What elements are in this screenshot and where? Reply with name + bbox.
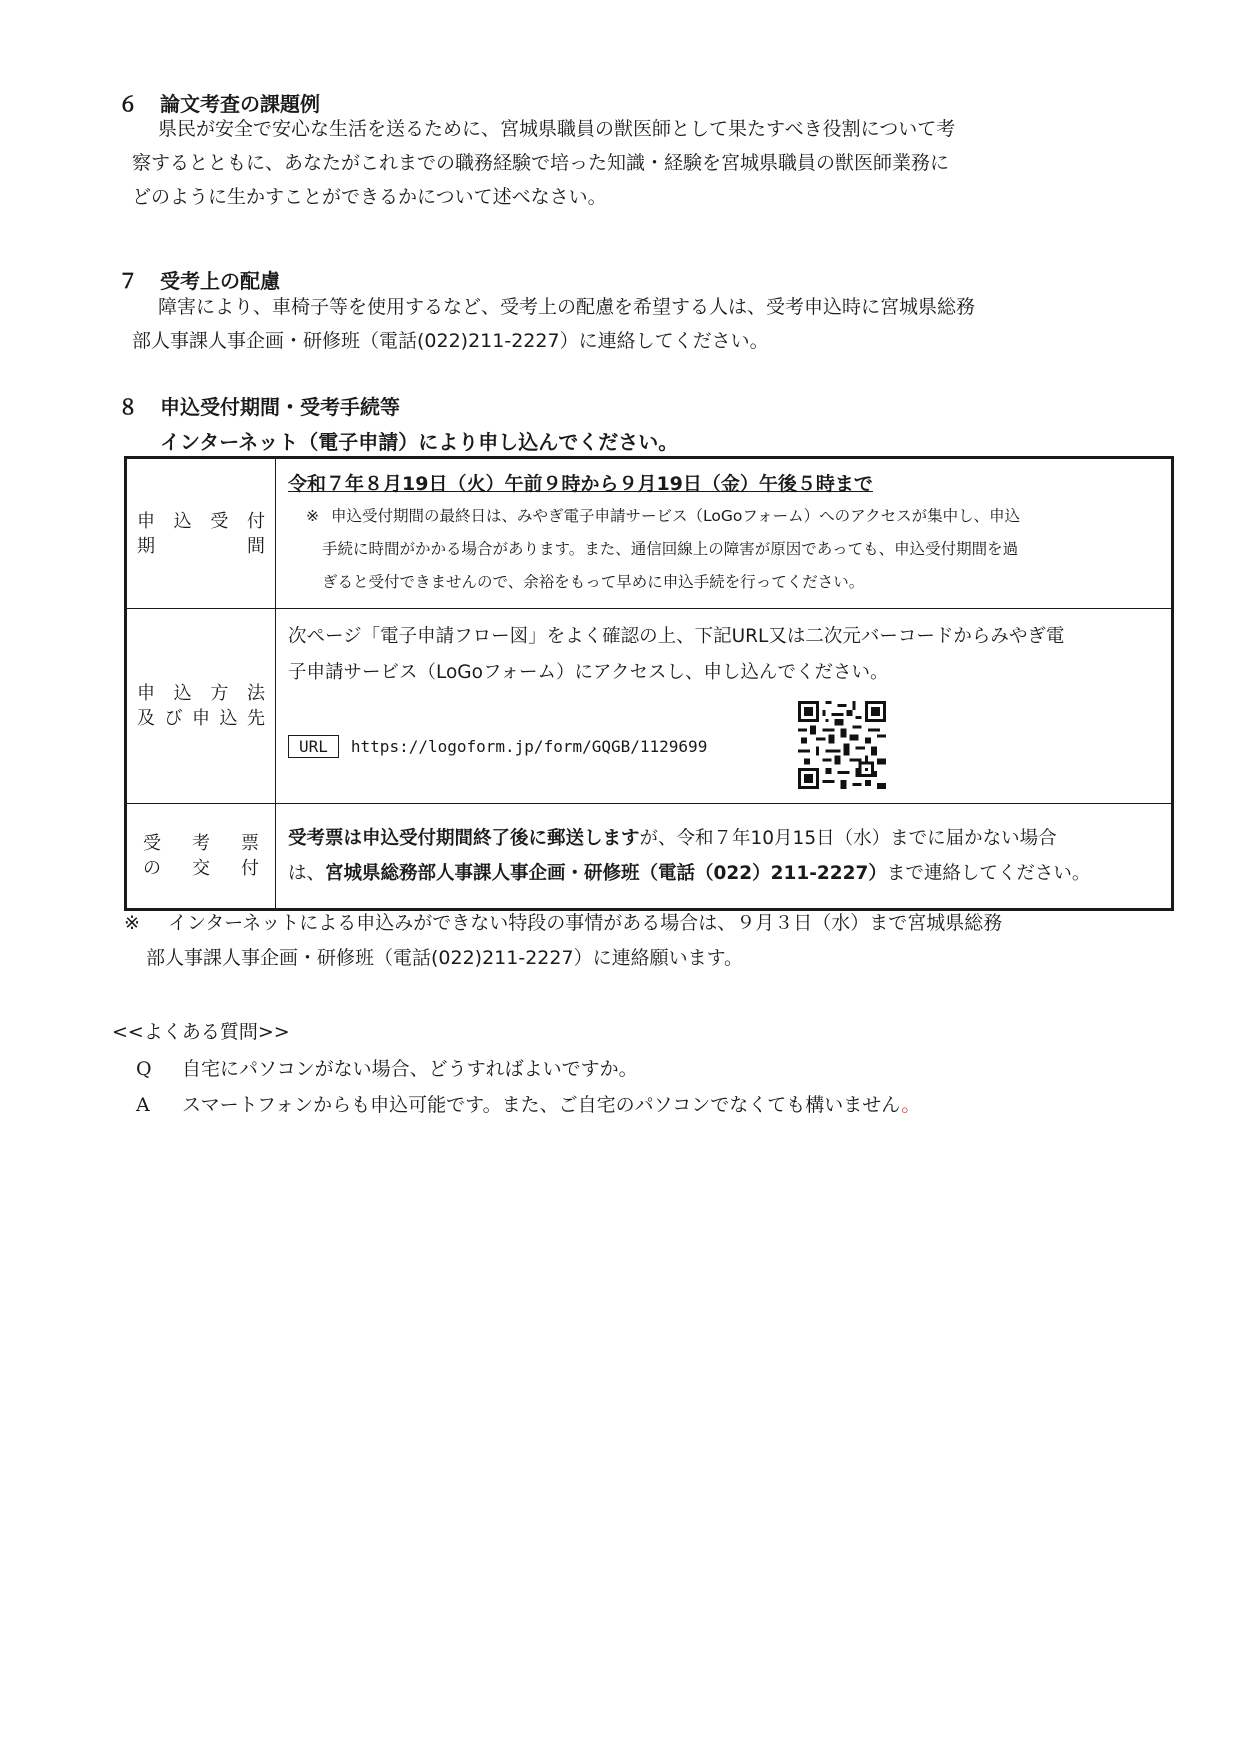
label-line <box>137 706 265 731</box>
label-line <box>137 856 265 881</box>
label-char: 考 <box>192 833 210 854</box>
faq-answer <box>136 1090 920 1117</box>
label-char: 間 <box>247 535 265 557</box>
ticket-contact-bold: 宮城県総務部人事課人事企画・研修班（電話（022）211-2227） <box>325 863 887 884</box>
section-6-line: 県民が安全で安心な生活を送るために、宮城県職員の獣医師として果たすべき役割について考 <box>158 118 956 140</box>
note-line: ぎると受付できませんので、余裕をもって早めに申込手続を行ってください。 <box>322 573 865 591</box>
method-label <box>126 609 276 804</box>
note-line: 手続に時間がかかる場合があります。また、通信回線上の障害が原因であっても、申込受付期間を過 <box>322 540 1019 558</box>
label-char: 込 <box>173 683 192 704</box>
label-char: 受 <box>210 510 229 532</box>
section-7-line: 部人事課人事企画・研修班（電話(022)211-2227）に連絡してください。 <box>132 330 769 352</box>
ticket-label <box>126 804 276 910</box>
q-mark: Q <box>136 1058 152 1080</box>
period-main-text: 令和７年８月19日（火）午前９時から９月19日（金）午後５時まで <box>288 473 873 495</box>
method-line: 子申請サービス（LoGoフォーム）にアクセスし、申し込んでください。 <box>288 662 889 683</box>
period-label <box>126 458 276 609</box>
label-char: の <box>143 858 161 879</box>
section-7-line: 障害により、車椅子等を使用するなど、受考上の配慮を希望する人は、受考申込時に宮城県総務 <box>158 296 976 318</box>
section-8-heading <box>118 391 400 420</box>
label-char: 込 <box>219 708 238 729</box>
footnote-line: 部人事課人事企画・研修班（電話(022)211-2227）に連絡願います。 <box>146 947 744 969</box>
ticket-pre: は、 <box>288 863 326 884</box>
label-char: 法 <box>246 683 265 704</box>
question-text: 自宅にパソコンがない場合、どうすればよいですか。 <box>182 1058 638 1080</box>
note-mark: ※ <box>306 507 319 525</box>
period-note <box>288 500 1161 599</box>
label-line <box>137 681 265 706</box>
section-6-line: 察するとともに、あなたがこれまでの職務経験で培った知識・経験を宮城県職員の獣医師業務に <box>132 152 950 174</box>
label-char: 票 <box>241 833 259 854</box>
label-char: 込 <box>173 510 192 532</box>
label-line <box>137 509 265 534</box>
table-row-method <box>126 609 1173 804</box>
ticket-post: まで連絡してください。 <box>886 863 1091 884</box>
faq-question <box>136 1054 638 1081</box>
ticket-line-2 <box>288 856 1161 891</box>
label-char: び <box>164 708 183 729</box>
section-7-title: 受考上の配慮 <box>160 269 280 293</box>
qr-code-icon[interactable] <box>798 701 886 789</box>
label-char: 申 <box>192 708 210 729</box>
section-6-body <box>132 112 1132 214</box>
label-char: 及 <box>137 708 155 729</box>
label-char: 期 <box>137 535 155 557</box>
period-content <box>276 458 1173 609</box>
faq-title: <<よくある質問>> <box>112 1021 290 1043</box>
section-7-number: ７ <box>118 269 138 293</box>
method-line: 次ページ「電子申請フロー図」をよく確認の上、下記URL又は二次元バーコードからみやぎ電 <box>288 626 1065 647</box>
table-row-period <box>126 458 1173 609</box>
label-line <box>137 831 265 856</box>
section-8-number: ８ <box>118 395 138 419</box>
note-line: 申込受付期間の最終日は、みやぎ電子申請サービス（LoGoフォーム）へのアクセスが集中し、申込 <box>331 507 1021 525</box>
section-6-number: ６ <box>118 92 138 116</box>
application-url-link[interactable]: https://logoform.jp/form/GQGB/1129699 <box>350 736 708 756</box>
footnote <box>124 906 1002 976</box>
table-row-ticket <box>126 804 1173 910</box>
url-row <box>288 701 1161 791</box>
label-char: 方 <box>210 683 229 704</box>
answer-end-period: 。 <box>901 1094 921 1116</box>
ticket-rest: が、令和７年10月15日（水）までに届かない場合 <box>639 828 1057 849</box>
label-char: 交 <box>192 858 210 879</box>
label-char: 申 <box>137 683 155 704</box>
method-content <box>276 609 1173 804</box>
label-char: 先 <box>247 708 265 729</box>
answer-text: スマートフォンからも申込可能です。また、ご自宅のパソコンでなくても構いません <box>182 1094 902 1116</box>
ticket-content <box>276 804 1173 910</box>
url-badge: URL <box>288 735 339 758</box>
section-6-line: どのように生かすことができるかについて述べなさい。 <box>132 186 607 208</box>
section-6-title: 論文考査の課題例 <box>160 92 320 116</box>
label-char: 付 <box>241 858 259 879</box>
section-8-subtitle: インターネット（電子申請）により申し込んでください。 <box>160 430 679 454</box>
ticket-bold: 受考票は申込受付期間終了後に郵送します <box>288 828 640 849</box>
application-table <box>124 456 1174 911</box>
label-char: 申 <box>137 510 155 532</box>
section-8-title: 申込受付期間・受考手続等 <box>160 395 400 419</box>
section-7-body <box>132 290 1132 358</box>
label-char: 付 <box>246 510 265 532</box>
footnote-line: インターネットによる申込みができない特段の事情がある場合は、９月３日（水）まで宮城県総務 <box>168 912 1003 934</box>
label-line <box>137 534 265 559</box>
footnote-mark: ※ <box>124 912 140 934</box>
a-mark: A <box>136 1094 150 1116</box>
label-char: 受 <box>143 833 161 854</box>
ticket-line-1 <box>288 821 1161 856</box>
